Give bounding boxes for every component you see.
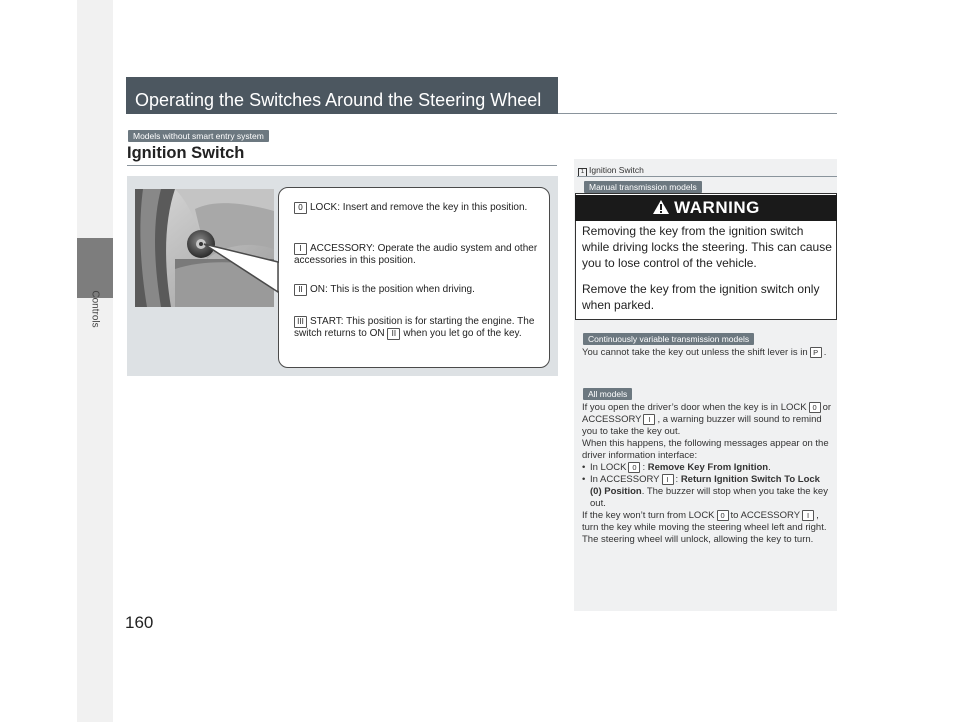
position-lock-description: 0 LOCK: Insert and remove the key in this position.: [294, 202, 550, 214]
all-models-note: [582, 402, 832, 546]
page-number: 160: [125, 613, 154, 632]
lock-badge: 0: [717, 510, 729, 521]
manual-transmission-tag: Manual transmission models: [584, 181, 702, 193]
header-rule: [558, 113, 837, 114]
shift-p-badge: P: [810, 347, 822, 358]
lock-badge: 0: [628, 462, 640, 473]
section-rule: [127, 165, 557, 166]
cvt-note: You cannot take the key out unless the shift lever is in P .: [582, 347, 827, 358]
messages-paragraph: When this happens, the following messages appear on the driver information interface:: [582, 438, 829, 461]
page-title: Operating the Switches Around the Steering Wheel: [135, 90, 542, 110]
ignition-photo-illustration: [135, 189, 274, 307]
warning-text-1: Removing the key from the ignition switch while driving locks the steering. This can cause you to lose control of the vehicle.: [582, 224, 832, 270]
position-on-description: II ON: This is the position when driving.: [294, 284, 550, 296]
warning-header: WARNING: [575, 195, 837, 221]
notes-heading: 1 Ignition Switch: [578, 165, 644, 177]
bullet-accessory-message: • In ACCESSORY I : Return Ignition Switch To Lock (0) Position. The buzzer will stop when you take the key out.: [582, 474, 832, 510]
sidebar-tab: [77, 0, 113, 722]
position-badge-i: I: [294, 243, 307, 255]
position-badge-ii-inline: II: [387, 328, 400, 340]
reference-icon: 1: [578, 168, 587, 177]
switch-positions-callout: [278, 187, 550, 368]
warning-text-2: Remove the key from the ignition switch only when parked.: [582, 282, 820, 312]
accessory-badge: I: [662, 474, 674, 485]
notes-rule: [577, 176, 837, 177]
buzzer-paragraph: If you open the driver’s door when the key is in LOCK 0 or ACCESSORY I , a warning buzzer will sound to remind you to take the key out.: [582, 402, 832, 437]
position-badge-iii: III: [294, 316, 307, 328]
bullet-lock-message: • In LOCK 0 : Remove Key From Ignition.: [582, 462, 832, 474]
position-badge-ii: II: [294, 284, 307, 296]
section-title: Ignition Switch: [127, 144, 245, 162]
cvt-models-tag: Continuously variable transmission models: [583, 333, 754, 345]
sidebar-section-label: Controls: [89, 290, 101, 328]
models-without-smart-entry-tag: Models without smart entry system: [128, 130, 269, 142]
accessory-badge: I: [802, 510, 814, 521]
warning-triangle-icon: [652, 199, 670, 215]
lock-badge: 0: [809, 402, 821, 413]
position-start-description: III START: This position is for starting the engine. The switch returns to ON II when you let go of the key.: [294, 316, 535, 339]
all-models-tag: All models: [583, 388, 632, 400]
position-badge-0: 0: [294, 202, 307, 214]
accessory-badge: I: [643, 414, 655, 425]
position-accessory-description: I ACCESSORY: Operate the audio system and other accessories in this position.: [294, 243, 538, 266]
ignition-switch-photo: [135, 189, 274, 307]
unlock-paragraph: If the key won’t turn from LOCK 0 to ACCESSORY I , turn the key while moving the steering wheel left and right. The steering wheel will unlock, allowing the key to turn.: [582, 510, 827, 545]
